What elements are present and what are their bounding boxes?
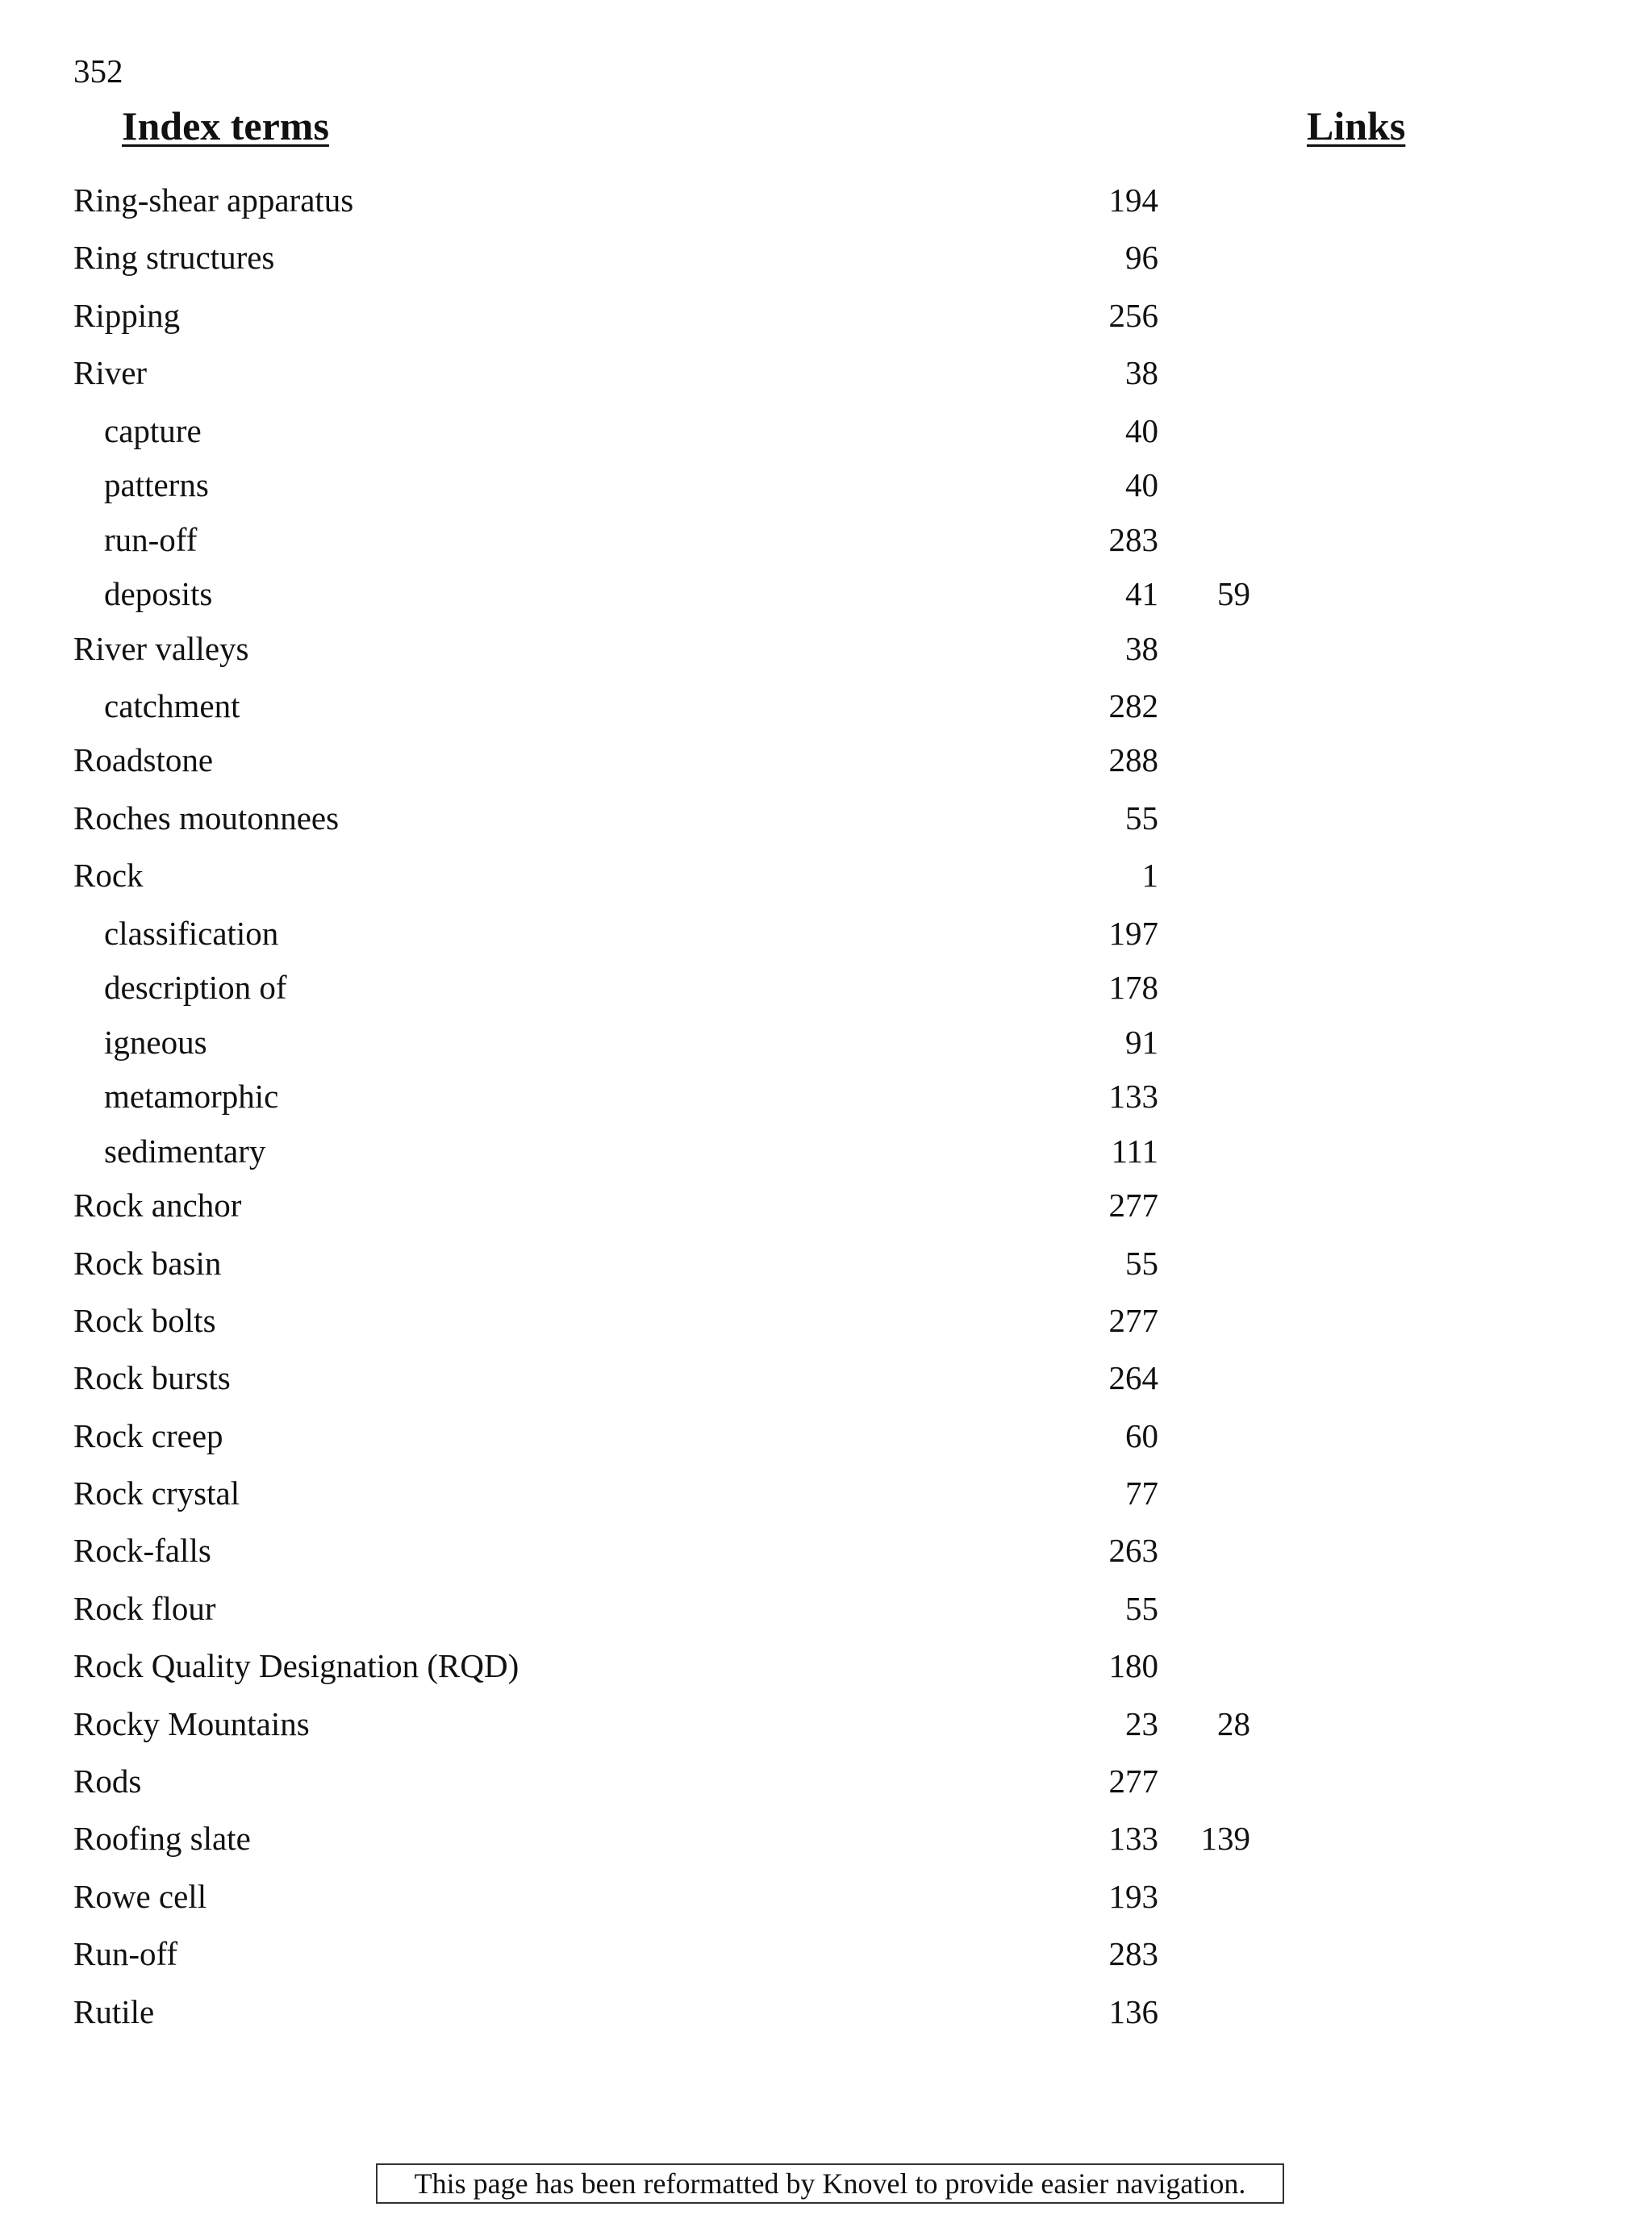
page-link[interactable]: 38 [1125,354,1158,392]
index-term: sedimentary [104,1132,266,1170]
index-subentry [0,569,1652,624]
index-term: run-off [104,520,198,558]
index-subentry [0,1127,1652,1182]
index-term: Rock bolts [73,1301,216,1339]
index-entry [0,1239,1652,1296]
page-link[interactable]: 264 [1108,1359,1158,1397]
page-link[interactable]: 23 [1125,1704,1158,1742]
index-term: Ripping [73,296,181,334]
index-term: patterns [104,466,209,504]
index-subentry [0,1018,1652,1073]
page-link[interactable]: 28 [1217,1704,1250,1742]
page-link[interactable]: 96 [1125,239,1158,277]
page-link[interactable]: 277 [1108,1301,1158,1339]
page-link[interactable]: 41 [1125,575,1158,613]
index-entry [0,233,1652,290]
index-term: Roadstone [73,741,214,779]
page-link[interactable]: 277 [1108,1187,1158,1224]
index-term: Ring-shear apparatus [73,181,354,219]
index-term: Rock flour [73,1589,216,1627]
index-entry [0,1412,1652,1469]
index-entry [0,176,1652,233]
page-link[interactable]: 1 [1141,857,1158,895]
index-term: Rock bursts [73,1359,231,1397]
index-terms-heading: Index terms [122,103,329,148]
page-link[interactable]: 111 [1111,1132,1158,1170]
index-entry [0,1354,1652,1411]
index-term: Roofing slate [73,1820,251,1858]
page-link[interactable]: 133 [1108,1078,1158,1116]
index-entry [0,348,1652,406]
page-link[interactable]: 40 [1125,411,1158,449]
index-entry [0,736,1652,793]
page-link[interactable]: 38 [1125,629,1158,667]
page-link[interactable]: 283 [1108,520,1158,558]
index-subentry [0,515,1652,570]
index-entry [0,1642,1652,1699]
page-link[interactable]: 256 [1108,296,1158,334]
index-entry [0,291,1652,348]
page-number: 352 [73,52,123,90]
index-entry [0,1814,1652,1871]
index-entry [0,794,1652,851]
index-term: Run-off [73,1935,178,1973]
index-entry [0,851,1652,908]
page-link[interactable]: 263 [1108,1532,1158,1570]
index-entry [0,1872,1652,1929]
index-term: Rock crystal [73,1475,240,1512]
index-subentry [0,682,1652,736]
knovel-reformat-notice: This page has been reformatted by Knovel to provide easier navigation. [376,2163,1284,2204]
index-entry [0,1469,1652,1526]
index-term: River valleys [73,629,249,667]
index-entry-list [0,176,1652,2045]
index-term: capture [104,411,202,449]
index-entry [0,1296,1652,1354]
index-subentry [0,461,1652,515]
index-term: Rocky Mountains [73,1704,310,1742]
index-term: Ring structures [73,239,275,277]
index-term: River [73,354,148,392]
page-link[interactable]: 91 [1125,1023,1158,1061]
index-term: Rock Quality Designation (RQD) [73,1647,519,1685]
links-heading: Links [1307,103,1406,148]
index-term: Rutile [73,1992,155,2030]
index-term: Rock-falls [73,1532,211,1570]
index-entry [0,1988,1652,2045]
index-entry [0,1181,1652,1238]
index-term: Rock anchor [73,1187,242,1224]
index-term: igneous [104,1023,207,1061]
page-link[interactable]: 77 [1125,1475,1158,1512]
page-link[interactable]: 133 [1108,1820,1158,1858]
index-term: catchment [104,686,240,724]
index-subentry [0,407,1652,461]
index-term: Rock [73,857,144,895]
index-subentry [0,1072,1652,1127]
index-entry [0,624,1652,682]
page-link[interactable]: 55 [1125,1589,1158,1627]
page-link[interactable]: 178 [1108,969,1158,1007]
index-term: Rock basin [73,1244,222,1282]
index-term: Rowe cell [73,1877,207,1915]
index-entry [0,1584,1652,1642]
page-link[interactable]: 282 [1108,686,1158,724]
page-link[interactable]: 59 [1217,575,1250,613]
page-link[interactable]: 40 [1125,466,1158,504]
index-entry [0,1700,1652,1757]
page-link[interactable]: 288 [1108,741,1158,779]
page-link[interactable]: 60 [1125,1416,1158,1454]
page-link[interactable]: 193 [1108,1877,1158,1915]
page-link[interactable]: 194 [1108,181,1158,219]
index-term: deposits [104,575,213,613]
page-link[interactable]: 55 [1125,799,1158,836]
page-link[interactable]: 283 [1108,1935,1158,1973]
page-link[interactable]: 180 [1108,1647,1158,1685]
index-entry [0,1929,1652,1987]
index-entry [0,1526,1652,1583]
index-term: description of [104,969,287,1007]
page-link[interactable]: 136 [1108,1992,1158,2030]
page-link[interactable]: 55 [1125,1244,1158,1282]
index-term: classification [104,914,279,952]
page-link[interactable]: 277 [1108,1763,1158,1800]
index-term: metamorphic [104,1078,279,1116]
index-term: Rock creep [73,1416,223,1454]
index-entry [0,1757,1652,1814]
index-subentry [0,909,1652,964]
page-link[interactable]: 139 [1200,1820,1250,1858]
page-link[interactable]: 197 [1108,914,1158,952]
index-term: Roches moutonnees [73,799,340,836]
index-subentry [0,963,1652,1018]
index-term: Rods [73,1763,142,1800]
